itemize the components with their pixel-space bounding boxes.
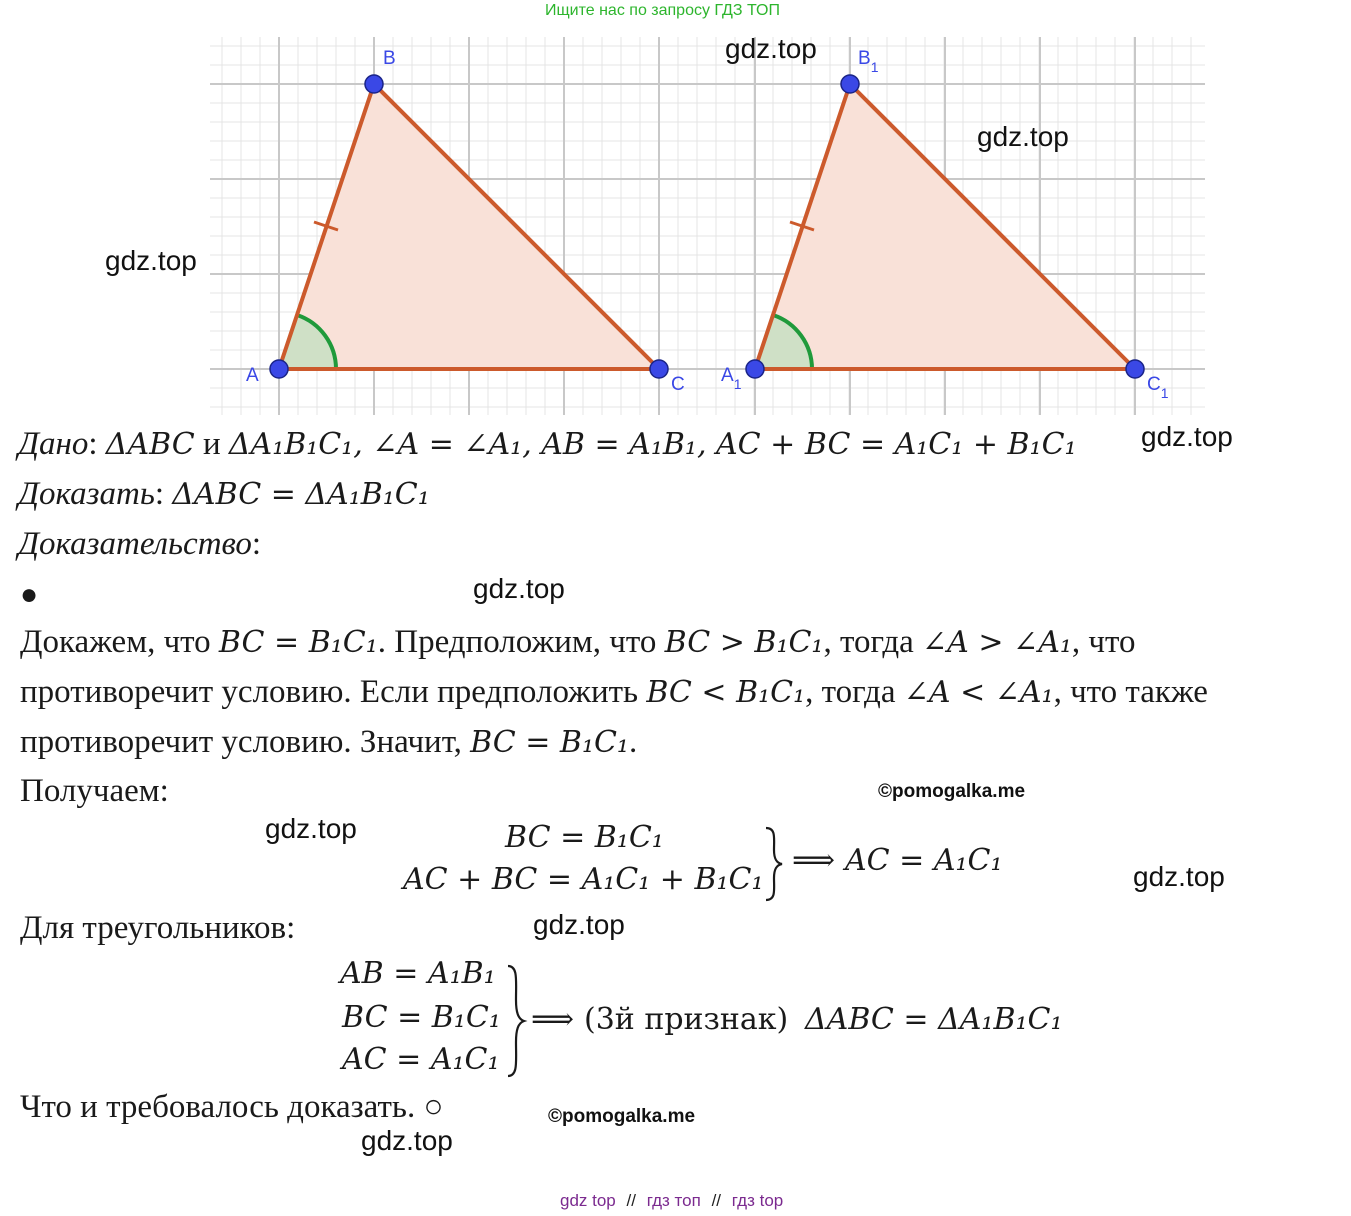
conclusion: Что и требовалось доказать. ○ — [20, 1089, 444, 1125]
triangles-eq-2: BC = B₁C₁ — [342, 1000, 501, 1035]
footer-separator: // — [711, 1191, 722, 1210]
prove-line: Доказать: ΔABC = ΔA₁B₁C₁ — [18, 476, 430, 512]
footer-link-gdz-top-ru[interactable]: гдз топ — [646, 1191, 701, 1210]
criterion-label: (3й признак) — [584, 1002, 789, 1037]
triangle-abc — [246, 48, 685, 395]
proof-label: Доказательство — [18, 526, 252, 562]
footer-links — [560, 1191, 783, 1211]
prove-label: Доказать — [18, 476, 155, 512]
footer-link-gdz-top[interactable]: gdz top — [560, 1191, 616, 1210]
right-brace-icon — [504, 964, 528, 1078]
triangles-label: Для треугольников: — [20, 910, 296, 946]
right-brace-icon — [762, 826, 786, 902]
given-label: Дано — [18, 426, 89, 462]
point-a — [270, 360, 288, 378]
triangles-figure — [0, 0, 1351, 420]
implies-symbol: ⟹ — [531, 1002, 575, 1037]
point-b1 — [841, 75, 859, 93]
label-b1: $B_1$ — [858, 48, 879, 75]
top-banner: Ищите нас по запросу ГДЗ ТОП — [545, 2, 780, 19]
given-triangle-a1b1c1: ΔA₁B₁C₁ — [228, 427, 354, 462]
label-a: A — [246, 365, 259, 386]
obtain-result: AC = A₁C₁ — [845, 843, 1003, 878]
watermark-gdz: gdz.top — [977, 121, 1069, 152]
watermark-pomogalka: ©pomogalka.me — [878, 781, 1026, 802]
label-c: C — [671, 374, 685, 395]
proof-paragraph-line-1: Докажем, что BC = B₁C₁. Предположим, что BC > B₁C₁, тогда ∠A > ∠A₁, что — [20, 624, 1136, 660]
watermark-pomogalka: ©pomogalka.me — [548, 1106, 696, 1127]
watermark-gdz: gdz.top — [473, 573, 565, 604]
triangles-eq-1: AB = A₁B₁ — [340, 956, 496, 991]
point-a1 — [746, 360, 764, 378]
obtain-eq-2: AC + BC = A₁C₁ + B₁C₁ — [403, 862, 764, 897]
footer-separator: // — [626, 1191, 636, 1210]
watermark-gdz: gdz.top — [1141, 421, 1233, 452]
watermark-gdz: gdz.top — [265, 813, 357, 844]
label-c1: $C_1$ — [1147, 374, 1169, 401]
watermark-gdz: gdz.top — [725, 33, 817, 64]
obtain-eq-1: BC = B₁C₁ — [505, 820, 664, 855]
label-b: B — [383, 48, 396, 69]
proof-paragraph-line-2: противоречит условию. Если предположить BC < B₁C₁, тогда ∠A < ∠A₁, что также — [20, 674, 1208, 710]
implies-symbol: ⟹ — [792, 843, 836, 878]
watermark-gdz: gdz.top — [361, 1125, 453, 1156]
watermark-gdz: gdz.top — [1133, 861, 1225, 892]
proof-line: Доказательство: — [18, 526, 262, 562]
point-c — [650, 360, 668, 378]
watermark-gdz: gdz.top — [533, 909, 625, 940]
watermark-gdz: gdz.top — [105, 245, 197, 276]
given-conditions: , ∠A = ∠A₁, AB = A₁B₁, AC + BC = A₁C₁ + B₁C₁ — [353, 427, 1077, 462]
point-c1 — [1126, 360, 1144, 378]
footer-link-gdz-top-mixed[interactable]: гдз top — [731, 1191, 784, 1210]
given-and: и — [194, 426, 229, 462]
prove-expression: ΔABC = ΔA₁B₁C₁ — [172, 477, 430, 512]
obtain-label: Получаем: — [20, 773, 169, 809]
given-triangle-abc: ΔABC — [105, 427, 195, 462]
bullet: ● — [20, 578, 39, 611]
triangles-eq-3: AC = A₁C₁ — [342, 1042, 500, 1077]
triangles-result: ΔABC = ΔA₁B₁C₁ — [805, 1002, 1063, 1037]
label-a1: $A_1$ — [721, 365, 742, 392]
proof-paragraph-line-3: противоречит условию. Значит, BC = B₁C₁. — [20, 724, 638, 760]
given-line: Дано: ΔABC и ΔA₁B₁C₁, ∠A = ∠A₁, AB = A₁B₁, AC + BC = A₁C₁ + B₁C₁ — [18, 426, 1077, 462]
point-b — [365, 75, 383, 93]
